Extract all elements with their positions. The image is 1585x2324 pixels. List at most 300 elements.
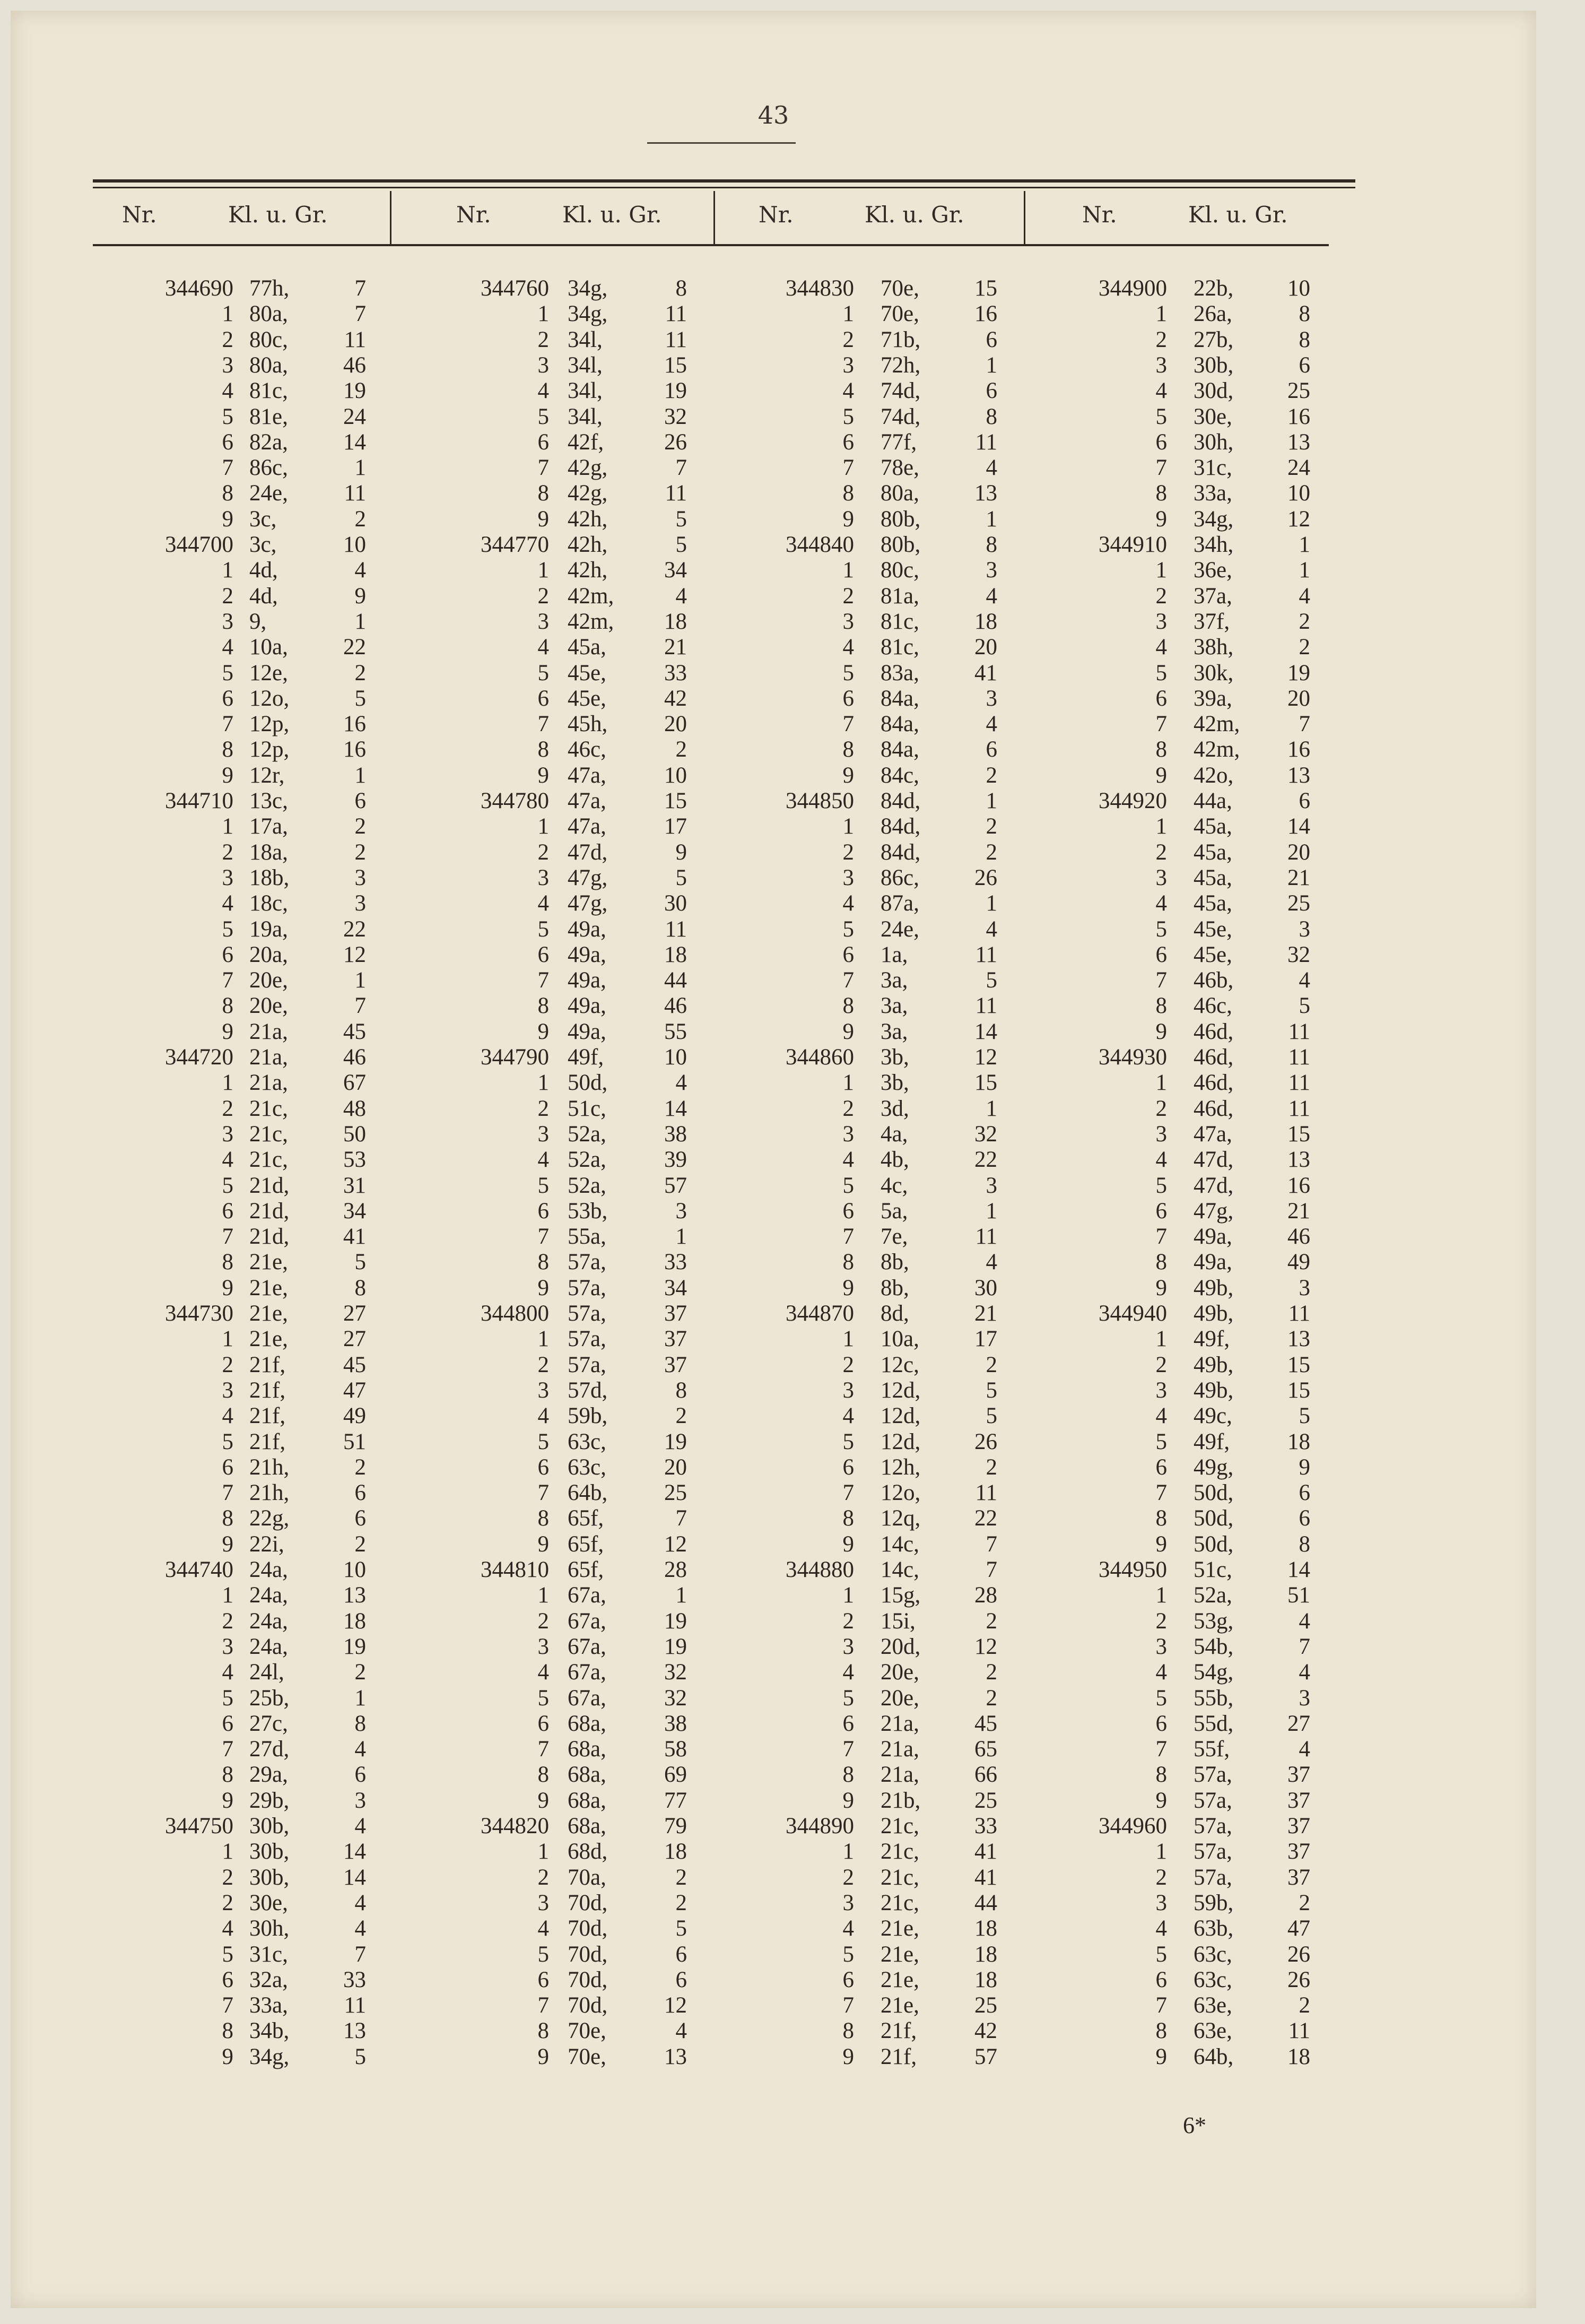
cell-gr: 6 (354, 1506, 366, 1531)
cell-nr: 9 (1155, 1788, 1167, 1813)
cell-nr: 9 (537, 2044, 549, 2069)
cell-kl: 50d, (1194, 1480, 1234, 1506)
cell-nr: 344890 (786, 1814, 854, 1839)
cell-nr: 9 (842, 1531, 854, 1557)
cell-gr: 33 (343, 1967, 366, 1992)
cell-nr: 8 (222, 993, 233, 1019)
cell-nr: 4 (1155, 635, 1167, 660)
cell-kl: 46d, (1194, 1070, 1234, 1096)
cell-gr: 2 (986, 1608, 997, 1634)
cell-nr: 2 (222, 1608, 233, 1634)
cell-nr: 6 (1155, 1967, 1167, 1992)
cell-gr: 15 (664, 788, 687, 813)
cell-nr: 1 (537, 1839, 549, 1865)
cell-nr: 8 (1155, 1762, 1167, 1788)
cell-nr: 9 (222, 2044, 233, 2069)
cell-kl: 32a, (249, 1967, 288, 1992)
cell-gr: 12 (974, 1045, 997, 1070)
cell-gr: 58 (664, 1737, 687, 1762)
cell-gr: 13 (1287, 429, 1310, 455)
cell-kl: 78e, (881, 455, 919, 481)
cell-gr: 20 (664, 712, 687, 737)
cell-gr: 41 (343, 1224, 366, 1250)
cell-kl: 68a, (568, 1762, 606, 1788)
cell-nr: 3 (537, 1890, 549, 1915)
cell-kl: 34g, (568, 276, 608, 301)
cell-nr: 6 (537, 429, 549, 455)
cell-gr: 22 (343, 916, 366, 942)
cell-gr: 18 (664, 942, 687, 967)
cell-nr: 1 (537, 1326, 549, 1352)
cell-nr: 5 (537, 916, 549, 942)
cell-gr: 30 (664, 891, 687, 916)
cell-gr: 46 (1287, 1224, 1310, 1250)
cell-gr: 47 (1287, 1916, 1310, 1941)
cell-gr: 11 (1288, 1096, 1310, 1121)
cell-gr: 14 (1287, 1557, 1310, 1582)
cell-kl: 8b, (881, 1250, 909, 1275)
cell-kl: 10a, (249, 635, 288, 660)
cell-kl: 49b, (1194, 1352, 1234, 1377)
cell-kl: 49a, (568, 916, 606, 942)
cell-gr: 6 (354, 788, 366, 813)
cell-kl: 3a, (881, 1019, 908, 1044)
cell-gr: 3 (1299, 1685, 1310, 1711)
cell-kl: 49a, (568, 968, 606, 993)
cell-gr: 16 (343, 737, 366, 762)
cell-kl: 18b, (249, 865, 290, 890)
cell-nr: 5 (1155, 660, 1167, 686)
cell-gr: 11 (1288, 1070, 1310, 1096)
cell-kl: 30b, (1194, 352, 1234, 378)
cell-gr: 15 (1287, 1121, 1310, 1147)
cell-nr: 7 (222, 968, 233, 993)
cell-gr: 47 (343, 1377, 366, 1403)
cell-nr: 6 (537, 686, 549, 711)
cell-kl: 57a, (568, 1326, 606, 1352)
cell-nr: 4 (1155, 1916, 1167, 1941)
cell-gr: 6 (354, 1762, 366, 1788)
cell-nr: 4 (222, 1660, 233, 1685)
cell-kl: 4c, (881, 1173, 908, 1198)
cell-gr: 1 (986, 1198, 997, 1224)
cell-gr: 3 (354, 891, 366, 916)
cell-kl: 21a, (881, 1762, 919, 1788)
cell-kl: 21f, (249, 1429, 286, 1454)
cell-nr: 344900 (1099, 276, 1167, 301)
cell-nr: 4 (222, 891, 233, 916)
cell-gr: 13 (1287, 1326, 1310, 1352)
cell-nr: 2 (842, 1608, 854, 1634)
cell-kl: 65f, (568, 1557, 604, 1582)
cell-kl: 55d, (1194, 1711, 1234, 1736)
cell-kl: 68a, (568, 1737, 606, 1762)
cell-kl: 1a, (881, 942, 908, 967)
cell-gr: 11 (975, 942, 997, 967)
cell-nr: 8 (537, 2018, 549, 2044)
cell-kl: 67a, (568, 1583, 606, 1608)
cell-kl: 83a, (881, 660, 919, 686)
cell-nr: 7 (1155, 455, 1167, 481)
cell-gr: 26 (1287, 1967, 1310, 1992)
cell-kl: 68a, (568, 1788, 606, 1813)
cell-nr: 344690 (165, 276, 233, 301)
cell-nr: 2 (1155, 327, 1167, 352)
cell-nr: 3 (842, 1634, 854, 1659)
cell-nr: 7 (1155, 1737, 1167, 1762)
cell-nr: 344960 (1099, 1814, 1167, 1839)
cell-nr: 5 (1155, 1941, 1167, 1967)
cell-nr: 4 (222, 1403, 233, 1429)
cell-nr: 1 (537, 301, 549, 327)
cell-nr: 4 (537, 1660, 549, 1685)
cell-kl: 12p, (249, 712, 290, 737)
cell-gr: 21 (664, 635, 687, 660)
cell-kl: 30h, (249, 1916, 290, 1941)
cell-nr: 344840 (786, 532, 854, 557)
cell-nr: 3 (537, 609, 549, 634)
cell-nr: 9 (1155, 506, 1167, 532)
cell-gr: 11 (665, 301, 687, 327)
cell-gr: 38 (664, 1121, 687, 1147)
cell-gr: 25 (1287, 891, 1310, 916)
cell-gr: 7 (675, 1506, 687, 1531)
cell-gr: 26 (664, 429, 687, 455)
cell-kl: 49a, (568, 942, 606, 967)
cell-nr: 2 (537, 839, 549, 865)
header-nr: Nr. (456, 202, 491, 228)
cell-kl: 15i, (881, 1608, 916, 1634)
cell-gr: 11 (975, 1480, 997, 1506)
cell-gr: 2 (354, 1660, 366, 1685)
cell-nr: 1 (1155, 1839, 1167, 1865)
cell-gr: 32 (664, 1685, 687, 1711)
cell-gr: 18 (343, 1608, 366, 1634)
cell-gr: 4 (1299, 583, 1310, 609)
cell-gr: 48 (343, 1096, 366, 1121)
cell-kl: 19a, (249, 916, 288, 942)
cell-nr: 3 (842, 1377, 854, 1403)
cell-gr: 8 (1299, 1531, 1310, 1557)
cell-nr: 3 (222, 352, 233, 378)
cell-nr: 6 (222, 1198, 233, 1224)
cell-gr: 51 (343, 1429, 366, 1454)
cell-gr: 2 (675, 1890, 687, 1915)
cell-kl: 47a, (568, 762, 606, 788)
cell-gr: 13 (664, 2044, 687, 2069)
cell-kl: 4d, (249, 558, 278, 583)
cell-nr: 7 (537, 968, 549, 993)
cell-gr: 37 (1287, 1762, 1310, 1788)
cell-kl: 82a, (249, 429, 288, 455)
cell-nr: 7 (842, 1480, 854, 1506)
cell-kl: 30b, (249, 1814, 290, 1839)
cell-gr: 34 (664, 1275, 687, 1300)
cell-kl: 63b, (1194, 1916, 1234, 1941)
cell-gr: 11 (665, 481, 687, 506)
cell-gr: 28 (664, 1557, 687, 1582)
cell-kl: 34g, (1194, 506, 1234, 532)
cell-nr: 344770 (481, 532, 549, 557)
cell-nr: 9 (842, 506, 854, 532)
cell-nr: 9 (842, 1275, 854, 1300)
cell-kl: 20e, (881, 1685, 919, 1711)
cell-kl: 84a, (881, 712, 919, 737)
cell-kl: 42m, (568, 609, 614, 634)
cell-nr: 344920 (1099, 788, 1167, 813)
cell-kl: 84a, (881, 686, 919, 711)
cell-nr: 3 (222, 1121, 233, 1147)
cell-gr: 8 (1299, 301, 1310, 327)
cell-kl: 74d, (881, 378, 921, 404)
cell-kl: 50d, (1194, 1506, 1234, 1531)
cell-gr: 69 (664, 1762, 687, 1788)
cell-nr: 7 (222, 712, 233, 737)
cell-gr: 1 (354, 455, 366, 481)
cell-nr: 3 (842, 1890, 854, 1915)
cell-gr: 7 (354, 276, 366, 301)
cell-gr: 26 (974, 865, 997, 890)
cell-kl: 21d, (249, 1224, 290, 1250)
cell-kl: 49b, (1194, 1377, 1234, 1403)
cell-kl: 20e, (881, 1660, 919, 1685)
cell-kl: 52a, (568, 1147, 606, 1173)
cell-gr: 44 (974, 1890, 997, 1915)
cell-gr: 2 (1299, 635, 1310, 660)
cell-nr: 3 (842, 352, 854, 378)
cell-nr: 8 (842, 1762, 854, 1788)
cell-gr: 7 (675, 455, 687, 481)
cell-nr: 5 (222, 1941, 233, 1967)
cell-gr: 18 (974, 1941, 997, 1967)
cell-gr: 22 (974, 1147, 997, 1173)
cell-gr: 13 (1287, 1147, 1310, 1173)
cell-gr: 5 (354, 686, 366, 711)
cell-kl: 47a, (1194, 1121, 1232, 1147)
cell-gr: 3 (354, 1788, 366, 1813)
cell-kl: 81c, (881, 609, 919, 634)
cell-kl: 3c, (249, 506, 277, 532)
cell-kl: 3d, (881, 1096, 909, 1121)
cell-kl: 47d, (1194, 1173, 1234, 1198)
cell-kl: 25b, (249, 1685, 290, 1711)
cell-kl: 13c, (249, 788, 288, 813)
cell-gr: 2 (1299, 1890, 1310, 1915)
cell-nr: 6 (537, 1198, 549, 1224)
cell-nr: 4 (842, 1147, 854, 1173)
cell-gr: 15 (974, 1070, 997, 1096)
cell-nr: 5 (842, 404, 854, 429)
cell-kl: 46d, (1194, 1096, 1234, 1121)
cell-nr: 4 (1155, 1403, 1167, 1429)
cell-gr: 6 (1299, 1506, 1310, 1531)
cell-nr: 8 (222, 1762, 233, 1788)
cell-kl: 44a, (1194, 788, 1232, 813)
cell-kl: 46c, (1194, 993, 1232, 1019)
cell-kl: 53b, (568, 1198, 608, 1224)
cell-kl: 57a, (1194, 1839, 1232, 1865)
cell-gr: 8 (354, 1275, 366, 1300)
cell-kl: 81c, (249, 378, 288, 404)
cell-kl: 12o, (249, 686, 290, 711)
cell-nr: 2 (537, 583, 549, 609)
cell-nr: 8 (842, 993, 854, 1019)
cell-nr: 1 (222, 1070, 233, 1096)
cell-nr: 6 (1155, 686, 1167, 711)
cell-nr: 4 (1155, 1147, 1167, 1173)
cell-nr: 4 (842, 1403, 854, 1429)
cell-nr: 6 (537, 942, 549, 967)
cell-gr: 14 (343, 1865, 366, 1890)
cell-nr: 5 (1155, 1685, 1167, 1711)
cell-kl: 24a, (249, 1557, 288, 1582)
cell-gr: 10 (1287, 276, 1310, 301)
cell-nr: 1 (1155, 1326, 1167, 1352)
cell-gr: 19 (664, 378, 687, 404)
cell-gr: 11 (344, 481, 366, 506)
cell-kl: 45e, (568, 660, 606, 686)
cell-gr: 20 (1287, 839, 1310, 865)
cell-gr: 11 (1288, 1045, 1310, 1070)
cell-kl: 47d, (568, 839, 608, 865)
cell-gr: 3 (675, 1198, 687, 1224)
cell-kl: 54g, (1194, 1660, 1234, 1685)
cell-kl: 21f, (249, 1403, 286, 1429)
cell-nr: 7 (842, 1993, 854, 2018)
cell-gr: 67 (343, 1070, 366, 1096)
cell-gr: 18 (664, 609, 687, 634)
cell-nr: 2 (222, 1096, 233, 1121)
cell-gr: 3 (986, 1173, 997, 1198)
cell-kl: 86c, (881, 865, 919, 890)
cell-kl: 47d, (1194, 1147, 1234, 1173)
cell-kl: 47g, (568, 865, 608, 890)
cell-nr: 6 (842, 1454, 854, 1480)
cell-nr: 344860 (786, 1045, 854, 1070)
cell-nr: 1 (222, 301, 233, 327)
cell-kl: 45a, (1194, 891, 1232, 916)
cell-kl: 34l, (568, 378, 603, 404)
cell-gr: 32 (664, 1660, 687, 1685)
cell-nr: 8 (1155, 993, 1167, 1019)
cell-gr: 8 (675, 276, 687, 301)
cell-kl: 24a, (249, 1634, 288, 1659)
cell-gr: 19 (1287, 660, 1310, 686)
cell-gr: 2 (986, 839, 997, 865)
cell-nr: 6 (222, 429, 233, 455)
cell-nr: 6 (842, 429, 854, 455)
cell-gr: 24 (343, 404, 366, 429)
cell-kl: 21e, (249, 1326, 288, 1352)
cell-nr: 9 (1155, 1275, 1167, 1300)
cell-nr: 7 (222, 1993, 233, 2018)
cell-nr: 1 (842, 1070, 854, 1096)
cell-gr: 2 (1299, 609, 1310, 634)
cell-nr: 8 (537, 1762, 549, 1788)
cell-kl: 21e, (249, 1275, 288, 1300)
cell-kl: 10a, (881, 1326, 919, 1352)
cell-gr: 16 (1287, 737, 1310, 762)
cell-nr: 5 (842, 660, 854, 686)
cell-nr: 5 (537, 660, 549, 686)
cell-gr: 34 (343, 1198, 366, 1224)
cell-nr: 5 (222, 916, 233, 942)
cell-gr: 4 (986, 455, 997, 481)
cell-gr: 14 (664, 1096, 687, 1121)
cell-gr: 16 (1287, 1173, 1310, 1198)
cell-nr: 1 (1155, 814, 1167, 839)
cell-kl: 63c, (1194, 1941, 1232, 1967)
cell-nr: 2 (222, 583, 233, 609)
cell-kl: 27c, (249, 1711, 288, 1736)
cell-nr: 2 (222, 1890, 233, 1915)
cell-nr: 1 (1155, 301, 1167, 327)
cell-kl: 57a, (1194, 1865, 1232, 1890)
cell-nr: 344730 (165, 1301, 233, 1326)
cell-gr: 6 (1299, 788, 1310, 813)
cell-kl: 21c, (881, 1865, 919, 1890)
cell-kl: 21a, (881, 1737, 919, 1762)
cell-nr: 6 (1155, 1198, 1167, 1224)
cell-nr: 2 (1155, 583, 1167, 609)
cell-kl: 27b, (1194, 327, 1234, 352)
cell-kl: 70d, (568, 1916, 608, 1941)
cell-nr: 344740 (165, 1557, 233, 1582)
cell-gr: 9 (675, 839, 687, 865)
cell-kl: 77f, (881, 429, 917, 455)
cell-nr: 3 (1155, 609, 1167, 634)
cell-nr: 9 (537, 1019, 549, 1044)
cell-nr: 7 (1155, 1993, 1167, 2018)
cell-gr: 22 (974, 1506, 997, 1531)
cell-nr: 7 (537, 1480, 549, 1506)
cell-kl: 12d, (881, 1403, 921, 1429)
cell-kl: 42m, (1194, 712, 1240, 737)
cell-kl: 17a, (249, 814, 288, 839)
cell-gr: 12 (1287, 506, 1310, 532)
cell-gr: 6 (986, 737, 997, 762)
cell-gr: 1 (354, 762, 366, 788)
cell-nr: 1 (842, 558, 854, 583)
cell-gr: 2 (354, 660, 366, 686)
cell-kl: 26a, (1194, 301, 1232, 327)
header-nr: Nr. (759, 202, 794, 228)
cell-kl: 21c, (249, 1147, 288, 1173)
cell-kl: 21f, (249, 1377, 286, 1403)
cell-nr: 4 (842, 891, 854, 916)
cell-gr: 2 (354, 814, 366, 839)
cell-gr: 12 (664, 1993, 687, 2018)
cell-kl: 21d, (249, 1173, 290, 1198)
cell-kl: 70d, (568, 1967, 608, 1992)
cell-nr: 2 (842, 839, 854, 865)
cell-kl: 74d, (881, 404, 921, 429)
cell-nr: 9 (842, 2044, 854, 2069)
cell-kl: 3b, (881, 1070, 909, 1096)
cell-gr: 17 (664, 814, 687, 839)
cell-nr: 9 (1155, 1531, 1167, 1557)
cell-gr: 25 (664, 1480, 687, 1506)
cell-kl: 65f, (568, 1506, 604, 1531)
cell-kl: 21b, (881, 1788, 921, 1813)
cell-nr: 8 (1155, 1506, 1167, 1531)
cell-nr: 2 (842, 583, 854, 609)
cell-nr: 9 (1155, 2044, 1167, 2069)
cell-kl: 67a, (568, 1608, 606, 1634)
cell-gr: 4 (675, 2018, 687, 2044)
cell-nr: 9 (222, 1788, 233, 1813)
cell-nr: 7 (222, 1224, 233, 1250)
